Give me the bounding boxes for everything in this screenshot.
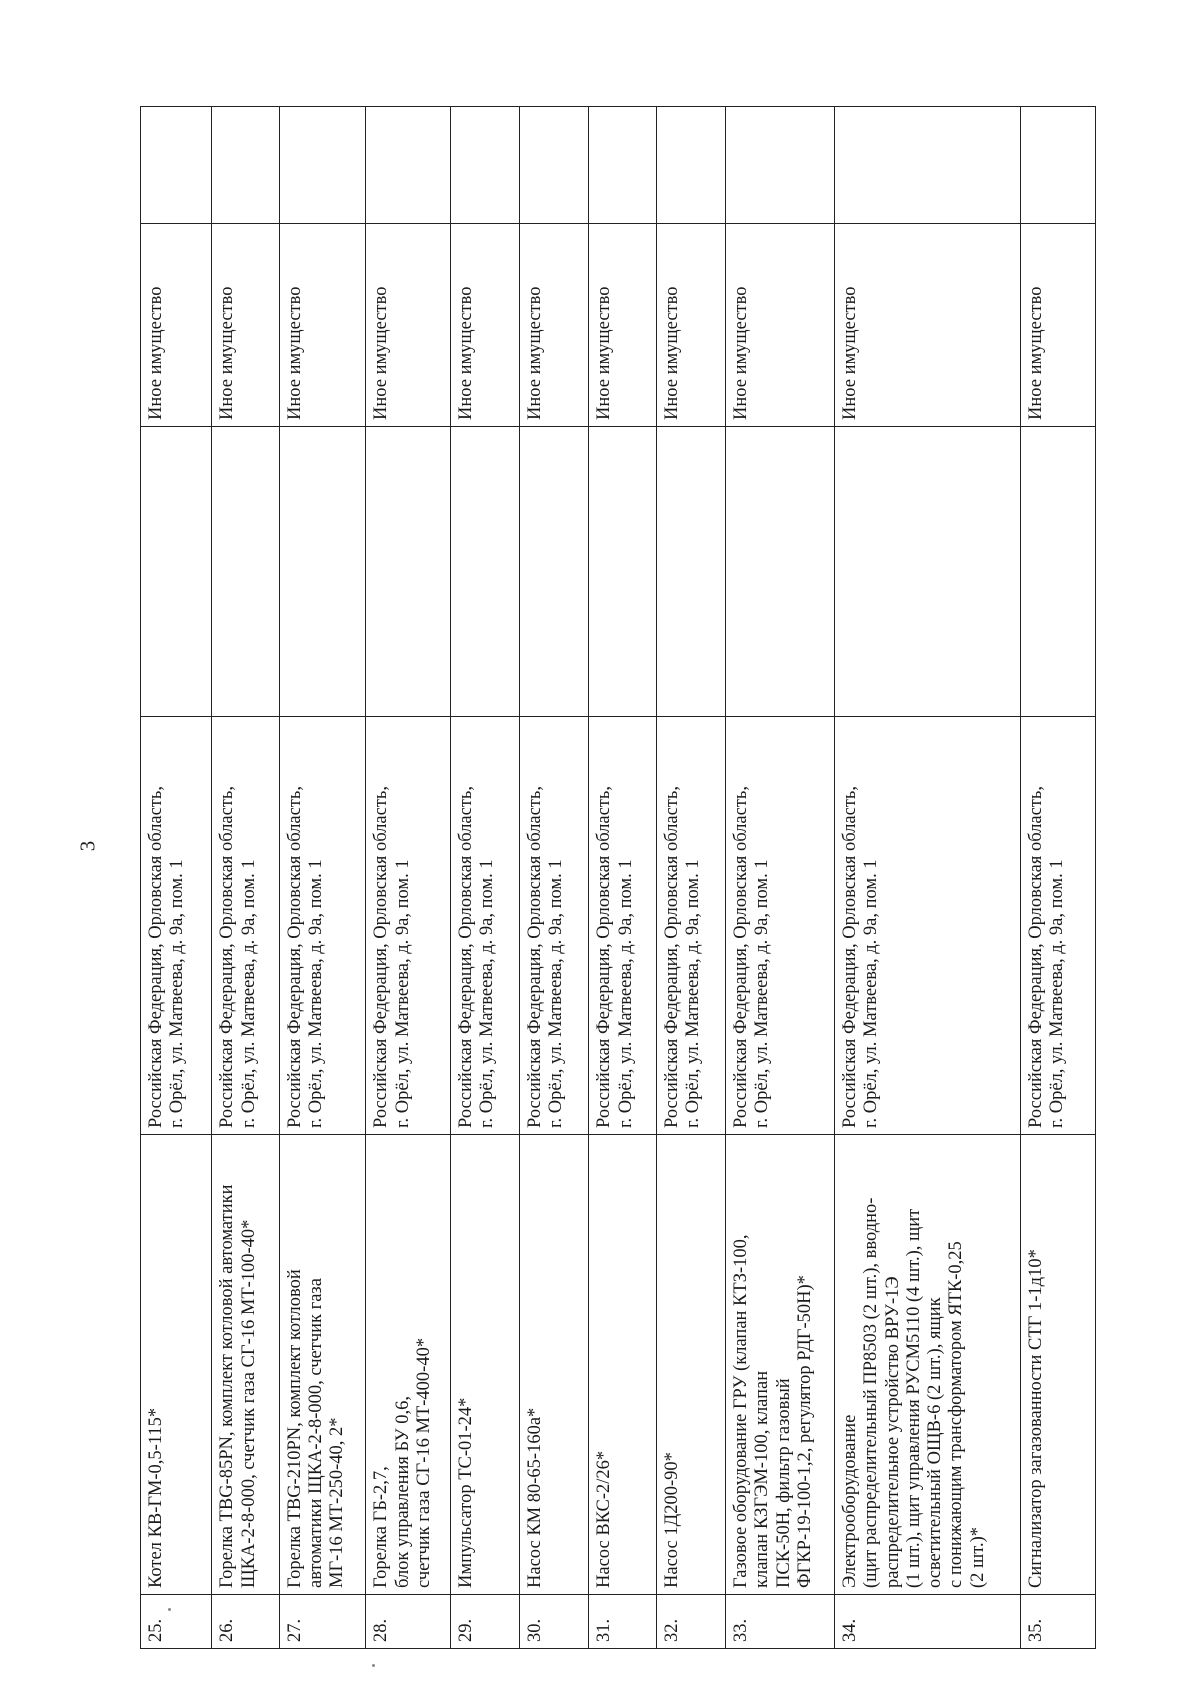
row-number: 34. bbox=[835, 1595, 1020, 1649]
table-row bbox=[589, 107, 656, 1649]
table-row bbox=[656, 107, 725, 1649]
property-name: Насос КМ 80-65-160а* bbox=[520, 1135, 589, 1595]
empty-cell bbox=[141, 107, 212, 224]
property-name: Сигнализатор загазованности СТГ 1-1д10* bbox=[1020, 1135, 1095, 1595]
property-type: Иное имущество bbox=[279, 224, 366, 427]
property-address: Российская Федерация, Орловская область, г. Орёл, ул. Матвеева, д. 9а, пом. 1 bbox=[589, 717, 656, 1135]
empty-cell bbox=[725, 107, 834, 224]
row-number: 26. bbox=[212, 1595, 279, 1649]
empty-cell bbox=[279, 427, 366, 717]
property-address: Российская Федерация, Орловская область, г. Орёл, ул. Матвеева, д. 9а, пом. 1 bbox=[520, 717, 589, 1135]
property-type: Иное имущество bbox=[835, 224, 1020, 427]
empty-cell bbox=[450, 427, 519, 717]
property-address: Российская Федерация, Орловская область, г. Орёл, ул. Матвеева, д. 9а, пом. 1 bbox=[366, 717, 451, 1135]
property-name: Горелка TBG-85PN, комплект котловой автоматики ЩКА-2-8-000, счетчик газа СГ-16 МТ-100-40* bbox=[212, 1135, 279, 1595]
row-number: 29. bbox=[450, 1595, 519, 1649]
table-row bbox=[141, 107, 212, 1649]
property-address: Российская Федерация, Орловская область, г. Орёл, ул. Матвеева, д. 9а, пом. 1 bbox=[212, 717, 279, 1135]
property-address: Российская Федерация, Орловская область, г. Орёл, ул. Матвеева, д. 9а, пом. 1 bbox=[835, 717, 1020, 1135]
property-address: Российская Федерация, Орловская область, г. Орёл, ул. Матвеева, д. 9а, пом. 1 bbox=[279, 717, 366, 1135]
rotated-table-wrapper bbox=[140, 107, 1096, 1649]
empty-cell bbox=[656, 427, 725, 717]
empty-cell bbox=[279, 107, 366, 224]
property-registry-table bbox=[140, 106, 1096, 1649]
table-row bbox=[366, 107, 451, 1649]
table-row bbox=[450, 107, 519, 1649]
empty-cell bbox=[366, 107, 451, 224]
property-name: Горелка ГБ-2,7, блок управления БУ 0,6, счетчик газа СГ-16 МТ-400-40* bbox=[366, 1135, 451, 1595]
property-name: Газовое оборудование ГРУ (клапан КТЗ-100, клапан КЗГЭМ-100, клапан ПСК-50Н, фильтр газовый ФГКР-19-100-1,2, регулятор РДГ-50Н)* bbox=[725, 1135, 834, 1595]
empty-cell bbox=[1020, 427, 1095, 717]
property-type: Иное имущество bbox=[141, 224, 212, 427]
empty-cell bbox=[212, 427, 279, 717]
property-type: Иное имущество bbox=[366, 224, 451, 427]
property-type: Иное имущество bbox=[589, 224, 656, 427]
page-number: 3 bbox=[75, 840, 100, 852]
row-number: 28. bbox=[366, 1595, 451, 1649]
property-address: Российская Федерация, Орловская область, г. Орёл, ул. Матвеева, д. 9а, пом. 1 bbox=[450, 717, 519, 1135]
row-number: 27. bbox=[279, 1595, 366, 1649]
scan-speck bbox=[372, 1664, 375, 1667]
empty-cell bbox=[520, 427, 589, 717]
property-type: Иное имущество bbox=[725, 224, 834, 427]
property-name: Насос ВКС-2/26* bbox=[589, 1135, 656, 1595]
property-name: Горелка TBG-210PN, комплект котловой автоматики ЩКА-2-8-000, счетчик газа МГ-16 МТ-250-40, 2* bbox=[279, 1135, 366, 1595]
empty-cell bbox=[366, 427, 451, 717]
row-number: 31. bbox=[589, 1595, 656, 1649]
row-number: 25. bbox=[141, 1595, 212, 1649]
property-address: Российская Федерация, Орловская область, г. Орёл, ул. Матвеева, д. 9а, пом. 1 bbox=[1020, 717, 1095, 1135]
property-type: Иное имущество bbox=[212, 224, 279, 427]
empty-cell bbox=[450, 107, 519, 224]
table-row bbox=[212, 107, 279, 1649]
table-row bbox=[520, 107, 589, 1649]
empty-cell bbox=[725, 427, 834, 717]
row-number: 35. bbox=[1020, 1595, 1095, 1649]
table-row bbox=[279, 107, 366, 1649]
property-address: Российская Федерация, Орловская область, г. Орёл, ул. Матвеева, д. 9а, пом. 1 bbox=[725, 717, 834, 1135]
empty-cell bbox=[1020, 107, 1095, 224]
property-type: Иное имущество bbox=[450, 224, 519, 427]
row-number: 30. bbox=[520, 1595, 589, 1649]
table-row bbox=[835, 107, 1020, 1649]
property-address: Российская Федерация, Орловская область, г. Орёл, ул. Матвеева, д. 9а, пом. 1 bbox=[141, 717, 212, 1135]
property-address: Российская Федерация, Орловская область, г. Орёл, ул. Матвеева, д. 9а, пом. 1 bbox=[656, 717, 725, 1135]
property-name: Импульсатор ТС-01-24* bbox=[450, 1135, 519, 1595]
empty-cell bbox=[589, 427, 656, 717]
empty-cell bbox=[141, 427, 212, 717]
property-name: Насос 1Д200-90* bbox=[656, 1135, 725, 1595]
empty-cell bbox=[656, 107, 725, 224]
empty-cell bbox=[520, 107, 589, 224]
property-type: Иное имущество bbox=[1020, 224, 1095, 427]
row-number: 33. bbox=[725, 1595, 834, 1649]
empty-cell bbox=[835, 427, 1020, 717]
scan-speck bbox=[168, 1608, 171, 1611]
property-type: Иное имущество bbox=[520, 224, 589, 427]
row-number: 32. bbox=[656, 1595, 725, 1649]
property-type: Иное имущество bbox=[656, 224, 725, 427]
empty-cell bbox=[212, 107, 279, 224]
property-name: Электрооборудование (щит распределительный ПР8503 (2 шт.), вводно- распределительное устройство ВРУ-1Э (1 шт.), щит управления РУСМ5110 (4 шт.), щит осветительный ОЩВ-6 (2 шт.), ящик с понижающим трансформатором ЯТК-0,25 (2 шт.)* bbox=[835, 1135, 1020, 1595]
table-row bbox=[1020, 107, 1095, 1649]
empty-cell bbox=[589, 107, 656, 224]
table-row bbox=[725, 107, 834, 1649]
property-name: Котел КВ-ГМ-0,5-115* bbox=[141, 1135, 212, 1595]
empty-cell bbox=[835, 107, 1020, 224]
